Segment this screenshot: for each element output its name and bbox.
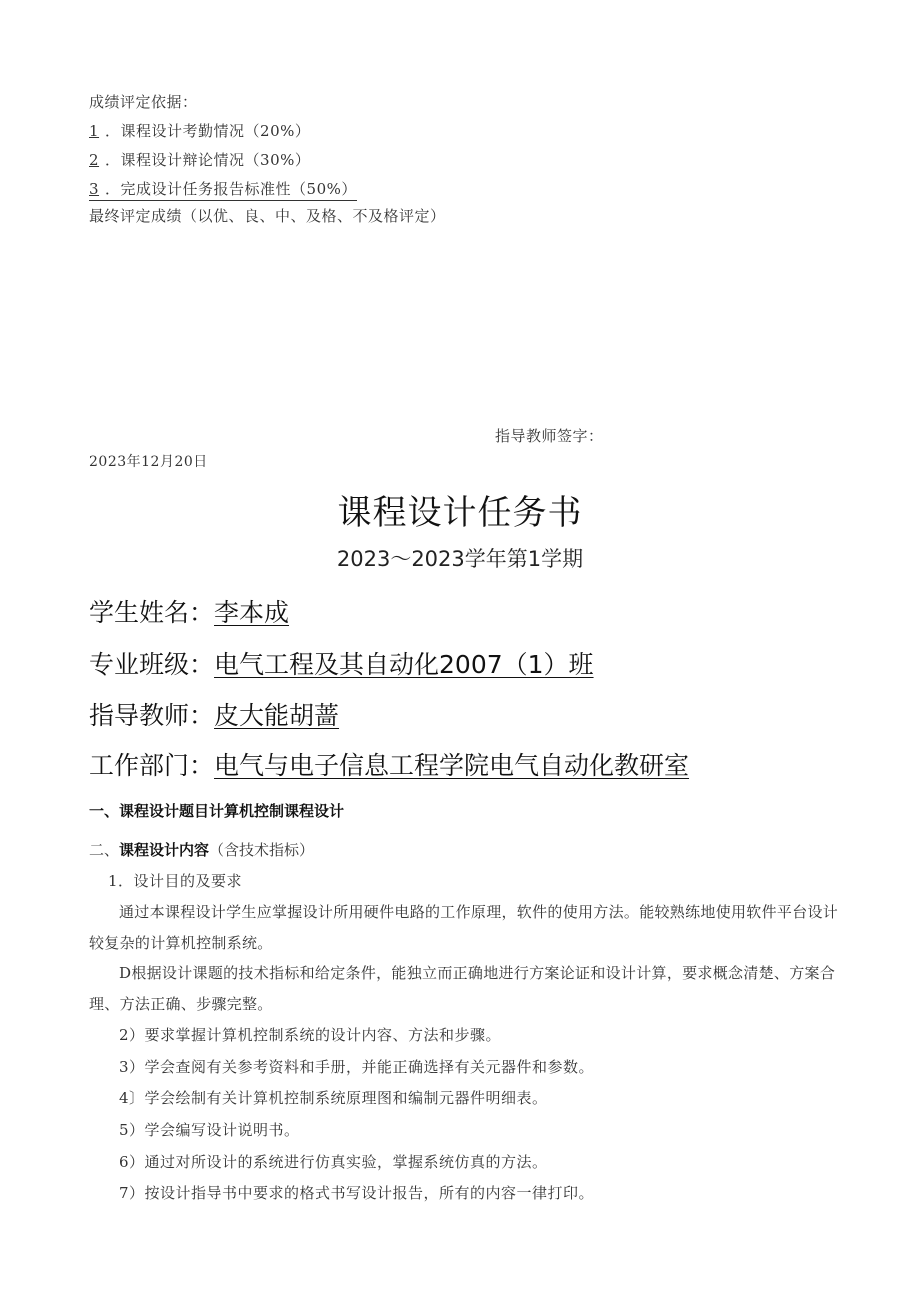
info-label: 学生姓名： [89,598,215,627]
requirement-item-2: 2）要求掌握计算机控制系统的设计内容、方法和步骤。 [119,1026,502,1044]
info-label: 工作部门： [89,751,215,780]
document-title: 课程设计任务书 [337,493,583,533]
info-value: 皮大能胡蔷 [214,701,340,730]
info-row-class [89,645,594,681]
criterion-2 [89,149,310,170]
grading-heading: 成绩评定依据： [89,93,198,111]
section-number: 二、 [89,841,120,859]
info-row-department [89,746,689,782]
criterion-text: ．课程设计考勤情况（20%） [105,122,311,140]
info-value: 电气工程及其自动化2007（1）班 [214,650,594,679]
section-2-heading [89,839,314,860]
date: 2023年12月20日 [89,454,208,470]
info-value: 李本成 [214,598,290,627]
requirement-item-4: 4〕学会绘制有关计算机控制系统原理图和编制元器件明细表。 [119,1089,548,1107]
paragraph-purpose: 通过本课程设计学生应掌握设计所用硬件电路的工作原理，软件的使用方法。能较熟练地使用软件平台设计较复杂的计算机控制系统。 [89,903,839,952]
info-label: 指导教师： [89,701,215,730]
signature-label: 指导教师签字： [495,427,604,445]
info-label: 专业班级： [89,650,215,679]
final-grade-note: 最终评定成绩（以优、良、中、及格、不及格评定） [89,207,446,225]
criterion-text: ．课程设计辩论情况（30%） [105,151,311,169]
subsection-1-heading: 1．设计目的及要求 [108,872,243,890]
section-suffix: （含技术指标） [209,841,315,859]
requirement-item-3: 3）学会查阅有关参考资料和手册，并能正确选择有关元器件和参数。 [119,1058,595,1076]
info-row-student-name [89,593,289,629]
requirement-item-6: 6）通过对所设计的系统进行仿真实验，掌握系统仿真的方法。 [119,1153,548,1171]
criterion-number: 3 [89,180,100,198]
requirement-item-5: 5）学会编写设计说明书。 [119,1121,300,1139]
criterion-3 [89,178,357,201]
section-title: 课程设计内容 [119,841,210,859]
info-row-instructor [89,696,339,732]
requirement-item-7: 7）按设计指导书中要求的格式书写设计报告，所有的内容一律打印。 [119,1184,595,1202]
criterion-number: 1 [89,122,100,140]
paragraph-requirement-1: D根据设计课题的技术指标和给定条件，能独立而正确地进行方案论证和设计计算，要求概念清楚、方案合理、方法正确、步骤完整。 [89,964,836,1013]
academic-term: 2023～2023学年第1学期 [336,547,584,571]
info-value: 电气与电子信息工程学院电气自动化教研室 [214,751,690,780]
section-1-heading: 一、课程设计题目计算机控制课程设计 [89,802,345,820]
criterion-number: 2 [89,151,100,169]
criterion-text: ．完成设计任务报告标准性（50%） [105,180,357,198]
criterion-1 [89,120,310,141]
